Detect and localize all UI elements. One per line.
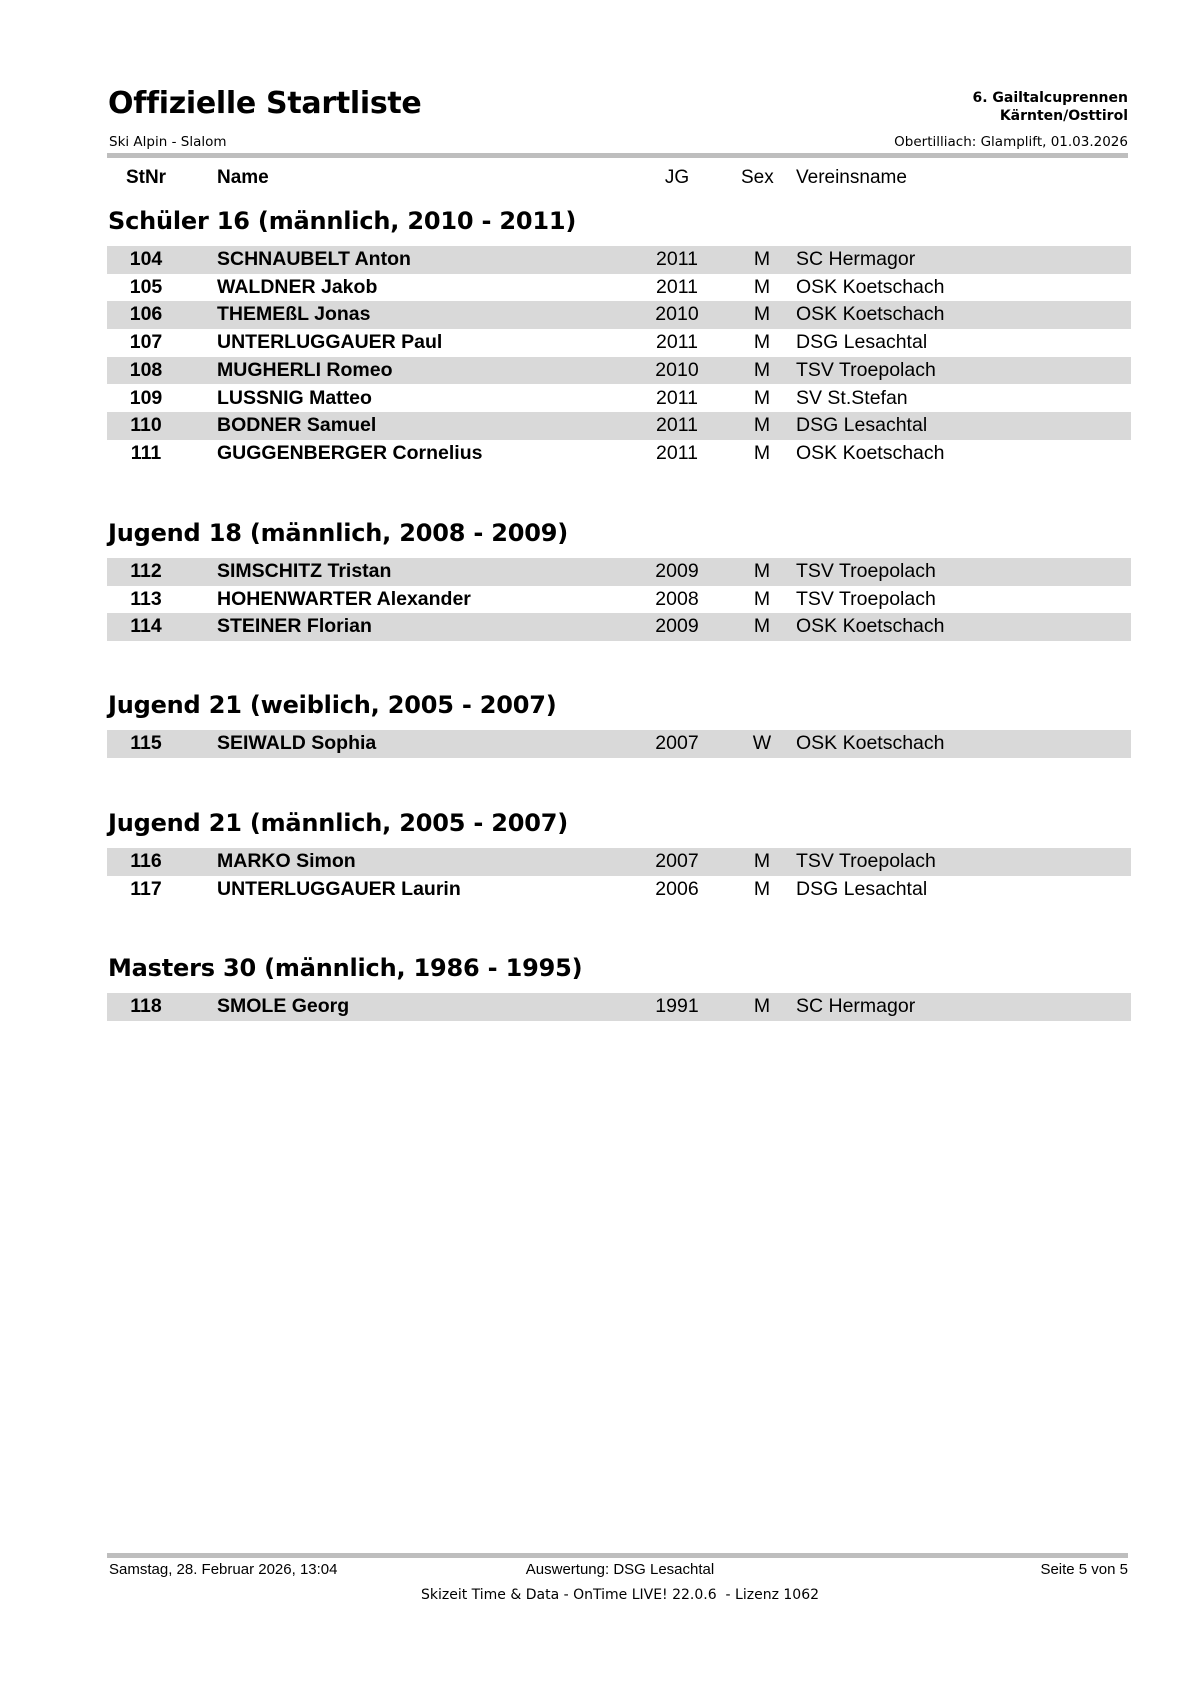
- table-row: [107, 357, 1131, 385]
- birth-year: 2009: [655, 615, 699, 638]
- athlete-name: MARKO Simon: [217, 850, 356, 872]
- footer-print-date: Samstag, 28. Februar 2026, 13:04: [109, 1561, 338, 1578]
- column-header-club: Vereinsname: [796, 167, 907, 188]
- athlete-name: SMOLE Georg: [217, 995, 350, 1017]
- sex: M: [753, 560, 771, 582]
- group-title: Masters 30 (männlich, 1986 - 1995): [108, 954, 583, 982]
- athlete-name: WALDNER Jakob: [217, 275, 378, 298]
- table-row: [107, 246, 1131, 274]
- club-name: OSK Koetschach: [796, 615, 945, 638]
- birth-year: 2010: [655, 303, 699, 326]
- birth-year: 2011: [656, 248, 698, 270]
- start-number: 114: [130, 615, 162, 638]
- athlete-name: SEIWALD Sophia: [217, 732, 377, 754]
- birth-year: 2010: [655, 358, 699, 381]
- sex: M: [753, 850, 771, 872]
- start-number: 105: [129, 275, 163, 298]
- footer-software: Skizeit Time & Data - OnTime LIVE! 22.0.6 - Lizenz 1062: [420, 1587, 820, 1603]
- club-name: OSK Koetschach: [796, 275, 945, 298]
- group-title: Jugend 18 (männlich, 2008 - 2009): [108, 519, 569, 547]
- start-number: 116: [130, 850, 162, 872]
- start-number: 108: [129, 358, 163, 381]
- sex: M: [753, 275, 771, 298]
- athlete-name: LUSSNIG Matteo: [217, 386, 372, 409]
- table-row: [107, 558, 1131, 586]
- start-number: 112: [130, 560, 162, 582]
- start-number: 107: [129, 331, 163, 354]
- venue-date: Obertilliach: Glamplift, 01.03.2026: [894, 134, 1128, 150]
- athlete-name: HOHENWARTER Alexander: [217, 587, 471, 610]
- club-name: TSV Troepolach: [796, 358, 936, 381]
- discipline-subtitle: Ski Alpin - Slalom: [109, 134, 227, 150]
- sex: M: [753, 441, 771, 464]
- club-name: TSV Troepolach: [796, 850, 936, 872]
- table-row: [107, 876, 1131, 904]
- table-row: [107, 440, 1131, 468]
- sex: M: [753, 877, 771, 900]
- sex: M: [753, 248, 771, 270]
- club-name: TSV Troepolach: [796, 560, 936, 582]
- start-number: 111: [130, 441, 162, 464]
- table-row: [107, 586, 1131, 614]
- start-number: 113: [130, 587, 162, 610]
- club-name: SV St.Stefan: [796, 386, 908, 409]
- club-name: SC Hermagor: [796, 248, 916, 270]
- birth-year: 2007: [655, 732, 699, 754]
- athlete-name: SIMSCHITZ Tristan: [217, 560, 392, 582]
- athlete-name: THEMEßL Jonas: [217, 303, 371, 326]
- club-name: DSG Lesachtal: [796, 877, 928, 900]
- start-number: 117: [130, 877, 162, 900]
- club-name: DSG Lesachtal: [796, 414, 928, 437]
- sex: M: [753, 414, 771, 437]
- start-number: 110: [130, 414, 162, 437]
- athlete-name: STEINER Florian: [217, 615, 372, 638]
- table-row: [107, 274, 1131, 302]
- sex: M: [753, 303, 771, 326]
- start-number: 104: [129, 248, 163, 270]
- athlete-name: UNTERLUGGAUER Laurin: [217, 877, 461, 900]
- birth-year: 2011: [656, 414, 698, 437]
- sex: M: [753, 386, 771, 409]
- column-header-sex: Sex: [741, 167, 774, 188]
- table-row: [107, 329, 1131, 357]
- table-row: [107, 730, 1131, 758]
- club-name: OSK Koetschach: [796, 441, 945, 464]
- club-name: OSK Koetschach: [796, 303, 945, 326]
- page-title: Offizielle Startliste: [108, 86, 422, 121]
- column-header-jg: JG: [664, 167, 690, 188]
- column-header-name: Name: [217, 167, 269, 188]
- column-header-stnr: StNr: [125, 167, 167, 188]
- footer-page-number: Seite 5 von 5: [1040, 1561, 1128, 1578]
- athlete-name: MUGHERLI Romeo: [217, 358, 393, 381]
- header-divider: [107, 153, 1128, 158]
- birth-year: 1991: [655, 995, 699, 1017]
- start-number: 118: [130, 995, 162, 1017]
- group-title: Jugend 21 (weiblich, 2005 - 2007): [108, 691, 557, 719]
- event-name: [973, 89, 1129, 125]
- birth-year: 2011: [656, 386, 698, 409]
- sex: M: [753, 615, 771, 638]
- birth-year: 2009: [655, 560, 699, 582]
- table-row: [107, 412, 1131, 440]
- event-name-line1: 6. Gailtalcuprennen: [972, 90, 1128, 106]
- club-name: OSK Koetschach: [796, 732, 945, 754]
- athlete-name: GUGGENBERGER Cornelius: [217, 441, 483, 464]
- footer-evaluation: Auswertung: DSG Lesachtal: [525, 1561, 715, 1578]
- sex: M: [753, 995, 771, 1017]
- sex: M: [753, 587, 771, 610]
- birth-year: 2011: [656, 331, 698, 354]
- table-row: [107, 301, 1131, 329]
- club-name: DSG Lesachtal: [796, 331, 928, 354]
- birth-year: 2008: [655, 587, 699, 610]
- group-title: Jugend 21 (männlich, 2005 - 2007): [108, 809, 569, 837]
- sex: M: [753, 331, 771, 354]
- athlete-name: SCHNAUBELT Anton: [217, 248, 411, 270]
- athlete-name: UNTERLUGGAUER Paul: [217, 331, 443, 354]
- table-row: [107, 848, 1131, 876]
- group-title: Schüler 16 (männlich, 2010 - 2011): [108, 207, 577, 235]
- event-name-line2: Kärnten/Osttirol: [999, 108, 1128, 124]
- start-number: 109: [129, 386, 163, 409]
- start-number: 106: [129, 303, 163, 326]
- athlete-name: BODNER Samuel: [217, 414, 377, 437]
- birth-year: 2011: [656, 275, 698, 298]
- birth-year: 2006: [655, 877, 699, 900]
- birth-year: 2011: [656, 441, 698, 464]
- club-name: SC Hermagor: [796, 995, 916, 1017]
- sex: W: [752, 732, 772, 754]
- birth-year: 2007: [655, 850, 699, 872]
- table-row: [107, 613, 1131, 641]
- club-name: TSV Troepolach: [796, 587, 936, 610]
- table-row: [107, 993, 1131, 1021]
- start-number: 115: [130, 732, 162, 754]
- table-row: [107, 385, 1131, 413]
- footer-divider: [107, 1553, 1128, 1558]
- sex: M: [753, 358, 771, 381]
